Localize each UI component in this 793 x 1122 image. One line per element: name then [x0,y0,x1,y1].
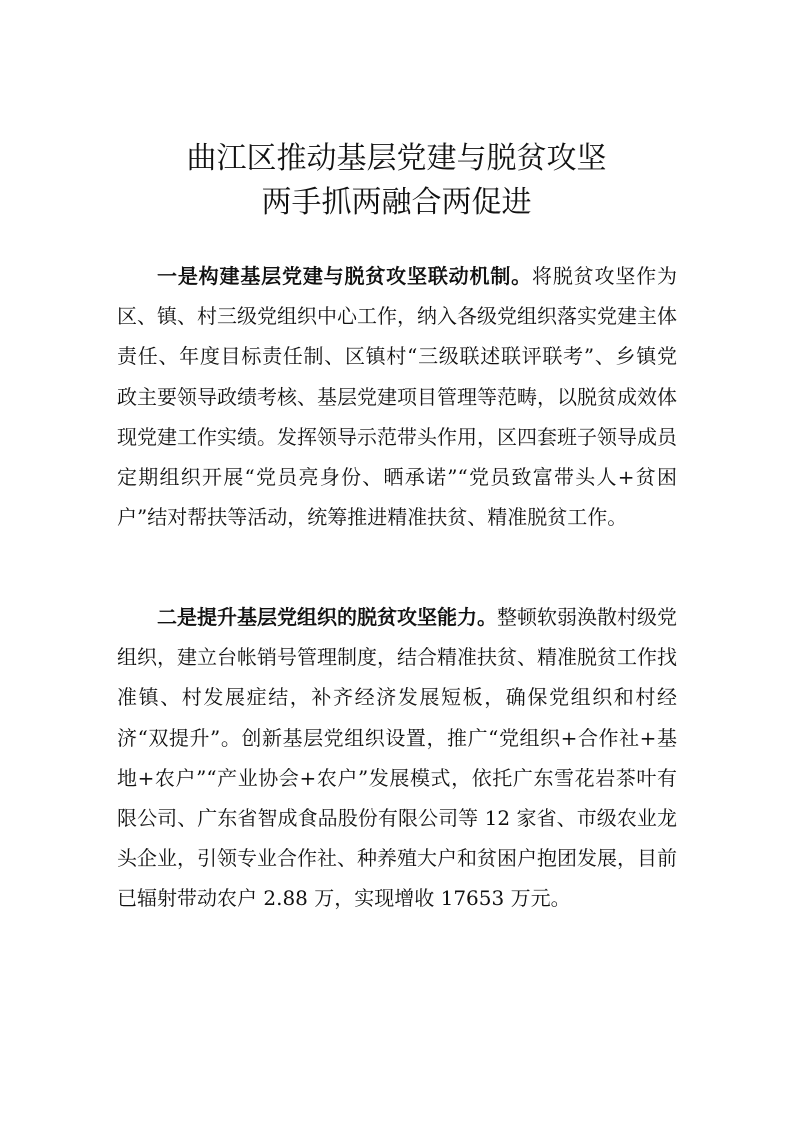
paragraph-2-text: 整顿软弱涣散村级党组织，建立台帐销号管理制度，结合精准扶贫、精准脱贫工作找准镇、村发展症结，补齐经济发展短板，确保党组织和村经济“双提升”。创新基层党组织设置，推广“党组织+合作社+基地+农户”“产业协会+农户”发展模式，依托广东雪花岩茶叶有限公司、广东省智成食品股份有限公司等 12 家省、市级农业龙头企业，引领专业合作社、种养殖大户和贫困户抱团发展，目前已辐射带动农户 2.88 万，实现增收 17653 万元。 [117,605,677,911]
paragraph-1-text: 将脱贫攻坚作为区、镇、村三级党组织中心工作，纳入各级党组织落实党建主体责任、年度目标责任制、区镇村“三级联述联评联考”、乡镇党政主要领导政绩考核、基层党建项目管理等范畴，以脱贫成效体现党建工作实绩。发挥领导示范带头作用，区四套班子领导成员定期组织开展“党员亮身份、晒承诺”“党员致富带头人+贫困户”结对帮扶等活动，统筹推进精准扶贫、精准脱贫工作。 [117,264,677,530]
paragraph-2 [117,597,677,919]
paragraph-1-block [117,256,677,537]
document-title-line-2: 两手抓两融合两促进 [261,185,532,220]
paragraph-2-block [117,597,677,919]
paragraph-1 [117,256,677,537]
document-title-line-1: 曲江区推动基层党建与脱贫攻坚 [186,141,607,176]
paragraph-1-lead: 一是构建基层党建与脱贫攻坚联动机制。 [157,264,532,288]
paragraph-2-lead: 二是提升基层党组织的脱贫攻坚能力。 [157,605,497,629]
